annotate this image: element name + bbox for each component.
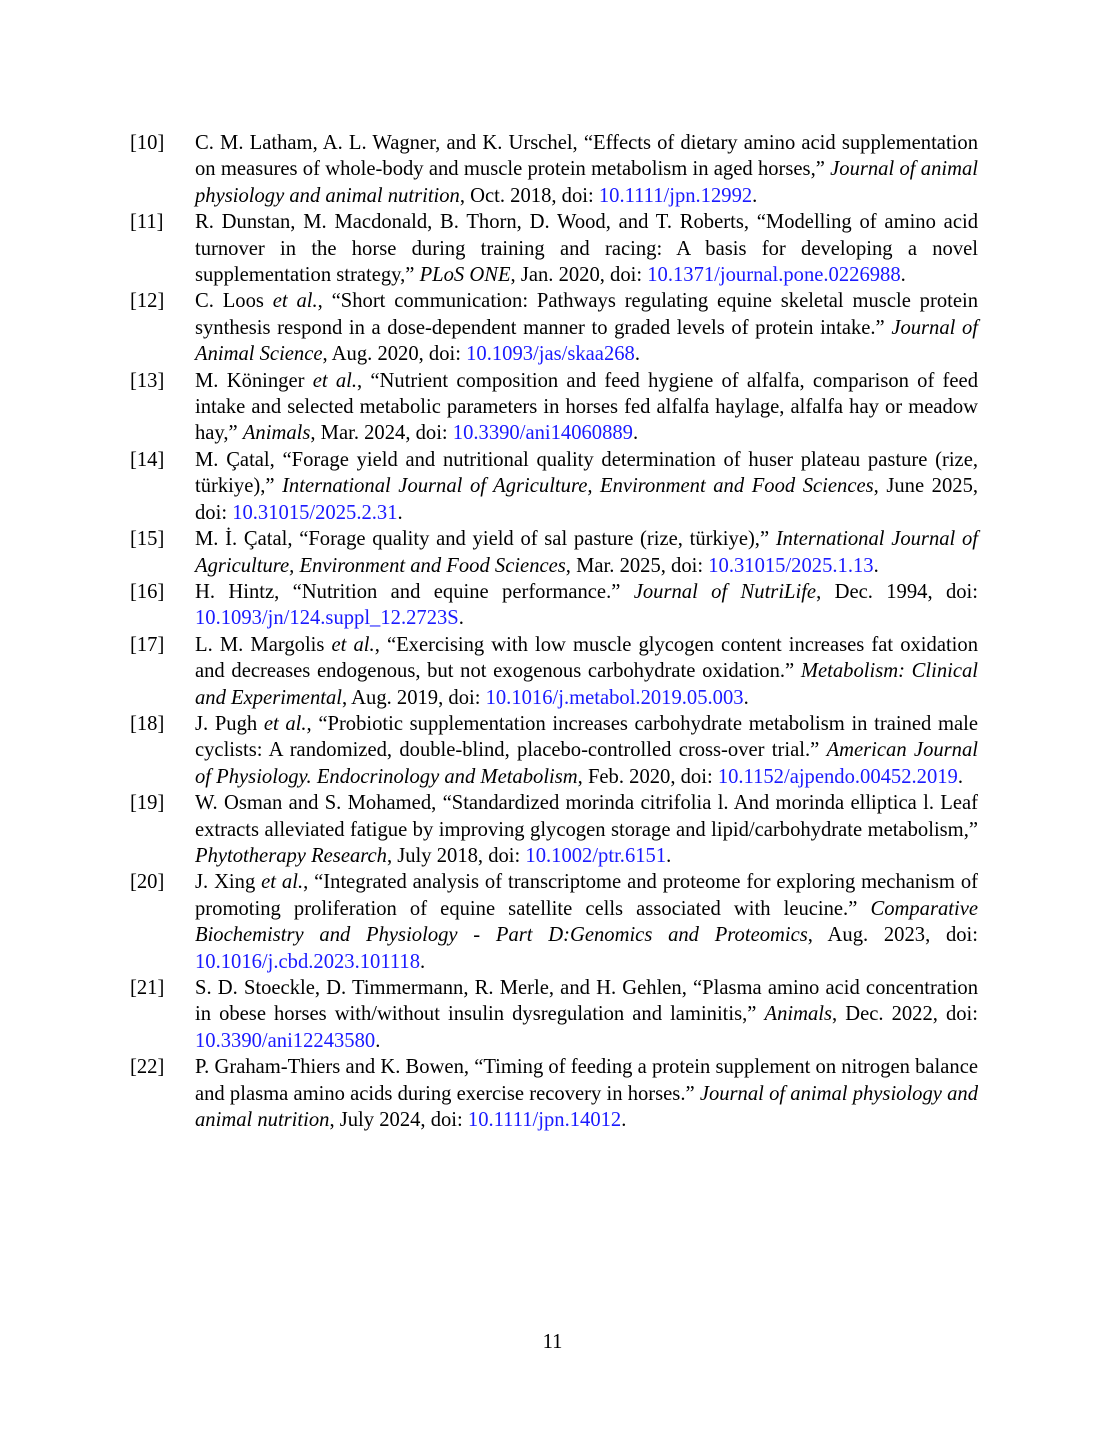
reference-title: “Standardized morinda citrifolia l. And morinda elliptica l. Leaf extracts alleviated fatigue by improving glycogen storage and lipid/carbohydrate metabolism,” [195,792,979,841]
doi-link[interactable]: 10.1093/jn/124.suppl_12.2723S [195,607,459,630]
reference-text [195,1054,978,1133]
reference-authors: S. D. Stoeckle, D. Timmermann, R. Merle, and H. Gehlen, [195,977,694,999]
reference-separator: , [356,369,371,392]
reference-journal: Journal of NutriLife [633,580,817,603]
reference-end: . [743,686,749,709]
reference-journal: Journal of Animal Science [195,316,979,366]
reference-etal: et al. [312,369,357,392]
reference-text [195,130,978,209]
doi-link[interactable]: 10.1111/jpn.14012 [467,1109,622,1132]
reference-authors: M. İ. Çatal, [195,528,300,551]
reference-item [130,447,978,526]
reference-authors: C. Loos [195,290,273,313]
reference-authors: R. Dunstan, M. Macdonald, B. Thorn, D. Wood, and T. Roberts, [195,211,757,234]
reference-item [130,288,978,367]
reference-number: [11] [130,211,164,234]
reference-authors: H. Hintz, [195,580,293,603]
doi-link[interactable]: 10.3390/ani12243580 [195,1029,376,1052]
reference-number: [12] [130,290,165,313]
reference-journal: Animals [764,1003,833,1026]
reference-item [130,711,978,790]
reference-authors: J. Pugh [195,712,264,735]
reference-end: . [752,184,758,207]
reference-number: [17] [130,633,165,656]
reference-text [195,869,978,975]
reference-end: . [621,1109,627,1132]
reference-item [130,209,978,288]
reference-separator: , [306,712,319,735]
reference-date: , Dec. 2022, doi: [832,1003,978,1026]
reference-title: “Short communication: Pathways regulating equine skeletal muscle protein synthesis respond in a dose-dependent manner to graded levels of protein intake.” [195,290,979,339]
reference-text [195,526,978,579]
reference-etal: et al. [272,290,318,313]
reference-date: , Oct. 2018, doi: [459,184,599,207]
reference-end: . [900,264,906,287]
reference-journal: International Journal of Agriculture, Environment and Food Sciences [282,475,874,498]
reference-date: , July 2018, doi: [386,844,526,867]
reference-end: . [957,765,964,788]
reference-separator: , [374,633,387,656]
reference-text [195,711,978,790]
reference-text [195,975,978,1054]
reference-date: , Mar. 2024, doi: [310,422,453,445]
reference-title: “Nutrient composition and feed hygiene of alfalfa, comparison of feed intake and selected metabolic parameters in horses fed alfalfa haylage, alfalfa hay or meadow hay,” [195,369,978,445]
reference-end: . [873,554,879,577]
doi-link[interactable]: 10.1016/j.metabol.2019.05.003 [485,686,744,709]
reference-journal: Metabolism: Clinical and Experimental [195,660,978,709]
reference-end: . [458,607,464,630]
reference-text [195,579,978,632]
reference-end: . [634,343,640,366]
reference-item [130,130,978,209]
reference-number: [14] [130,448,165,471]
reference-number: [16] [130,580,165,603]
reference-date: , Jan. 2020, doi: [510,264,648,287]
reference-title: “Modelling of amino acid turnover in the horse during training and racing: A basis for developing a novel supplementation strategy,” [195,211,978,287]
doi-link[interactable]: 10.3390/ani14060889 [452,422,633,445]
reference-number: [18] [130,712,165,735]
reference-date: , June 2025, doi: [195,475,979,524]
reference-journal: Animals [242,422,311,445]
doi-link[interactable]: 10.1111/jpn.12992 [598,184,753,207]
reference-text [195,209,978,288]
reference-journal: American Journal of Physiology. Endocrinology and Metabolism [195,739,978,788]
reference-title: “Exercising with low muscle glycogen content increases fat oxidation and decreases endogenous, but not exogenous carbohydrate oxidation.” [195,633,979,683]
reference-title: “Plasma amino acid concentration in obese horses with/without insulin dysregulation and laminitis,” [195,977,979,1026]
reference-item [130,869,978,975]
reference-separator: , [317,290,332,313]
reference-date: , Dec. 1994, doi: [816,580,978,603]
reference-end: . [666,844,672,867]
doi-link[interactable]: 10.31015/2025.2.31 [232,501,398,524]
reference-title: “Probiotic supplementation increases carbohydrate metabolism in trained male cyclists: A randomized, double-blind, placebo-controlled cross-over trial.” [195,712,978,762]
reference-list [130,130,978,1133]
reference-number: [19] [130,792,165,815]
reference-journal: International Journal of Agriculture, Environment and Food Sciences [195,528,978,577]
page-number: 11 [542,1331,563,1353]
reference-date: , July 2024, doi: [329,1109,468,1132]
reference-text [195,447,978,526]
reference-date: , Aug. 2020, doi: [322,343,467,366]
reference-number: [22] [130,1056,165,1079]
reference-separator: , [303,871,315,894]
reference-end: . [632,422,639,445]
reference-date: , Aug. 2023, doi: [807,924,979,947]
reference-number: [21] [130,977,165,999]
reference-text [195,368,978,447]
reference-journal: Journal of animal physiology and animal nutrition [195,1082,979,1132]
reference-title: “Nutrition and equine performance.” [292,580,634,603]
reference-authors: W. Osman and S. Mohamed, [195,792,443,815]
reference-journal: PLoS ONE [419,264,511,287]
reference-item [130,1054,978,1133]
reference-authors: L. M. Margolis [195,633,332,656]
reference-end: . [420,950,426,973]
reference-number: [15] [130,528,165,551]
reference-etal: et al. [331,633,375,656]
reference-authors: P. Graham-Thiers and K. Bowen, [195,1056,475,1079]
reference-authors: M. Çatal, [195,448,283,471]
doi-link[interactable]: 10.1016/j.cbd.2023.101118 [195,950,420,973]
reference-item [130,579,978,632]
reference-journal: Comparative Biochemistry and Physiology - Part D:Genomics and Proteomics [195,897,978,947]
reference-title: “Forage quality and yield of sal pasture (rize, türkiye),” [299,528,776,551]
reference-item [130,632,978,711]
doi-link[interactable]: 10.1371/journal.pone.0226988 [647,264,901,287]
reference-number: [13] [130,369,165,392]
reference-item [130,368,978,447]
reference-date: , Aug. 2019, doi: [341,686,486,709]
reference-text [195,632,978,711]
reference-end: . [375,1029,381,1052]
reference-title: “Forage yield and nutritional quality determination of huser plateau pasture (rize, türkiye),” [195,448,978,498]
doi-link[interactable]: 10.1002/ptr.6151 [525,844,667,867]
reference-text [195,790,978,869]
reference-authors: C. M. Latham, A. L. Wagner, and K. Urschel, [195,132,584,154]
reference-authors: J. Xing [195,871,262,894]
reference-number: [20] [130,871,165,894]
reference-etal: et al. [261,871,304,894]
reference-item [130,975,978,1054]
reference-etal: et al. [263,712,307,735]
reference-date: , Feb. 2020, doi: [577,765,718,788]
doi-link[interactable]: 10.1093/jas/skaa268 [466,343,635,366]
reference-item [130,790,978,869]
doi-link[interactable]: 10.31015/2025.1.13 [708,554,874,577]
reference-text [195,288,978,367]
doi-link[interactable]: 10.1152/ajpendo.00452.2019 [717,765,958,788]
reference-end: . [397,501,403,524]
reference-item [130,526,978,579]
reference-title: “Timing of feeding a protein supplement on nitrogen balance and plasma amino acids during exercise recovery in horses.” [195,1056,978,1105]
reference-date: , Mar. 2025, doi: [565,554,709,577]
reference-title: “Effects of dietary amino acid supplementation on measures of whole-body and muscle protein metabolism in aged horses,” [195,132,978,181]
reference-journal: Journal of animal physiology and animal nutrition [195,158,978,207]
reference-title: “Integrated analysis of transcriptome and proteome for exploring mechanism of promoting proliferation of equine satellite cells associated with leucine.” [195,871,978,920]
reference-number: [10] [130,132,165,154]
reference-authors: M. Köninger [195,369,313,392]
reference-journal: Phytotherapy Research [195,844,387,867]
